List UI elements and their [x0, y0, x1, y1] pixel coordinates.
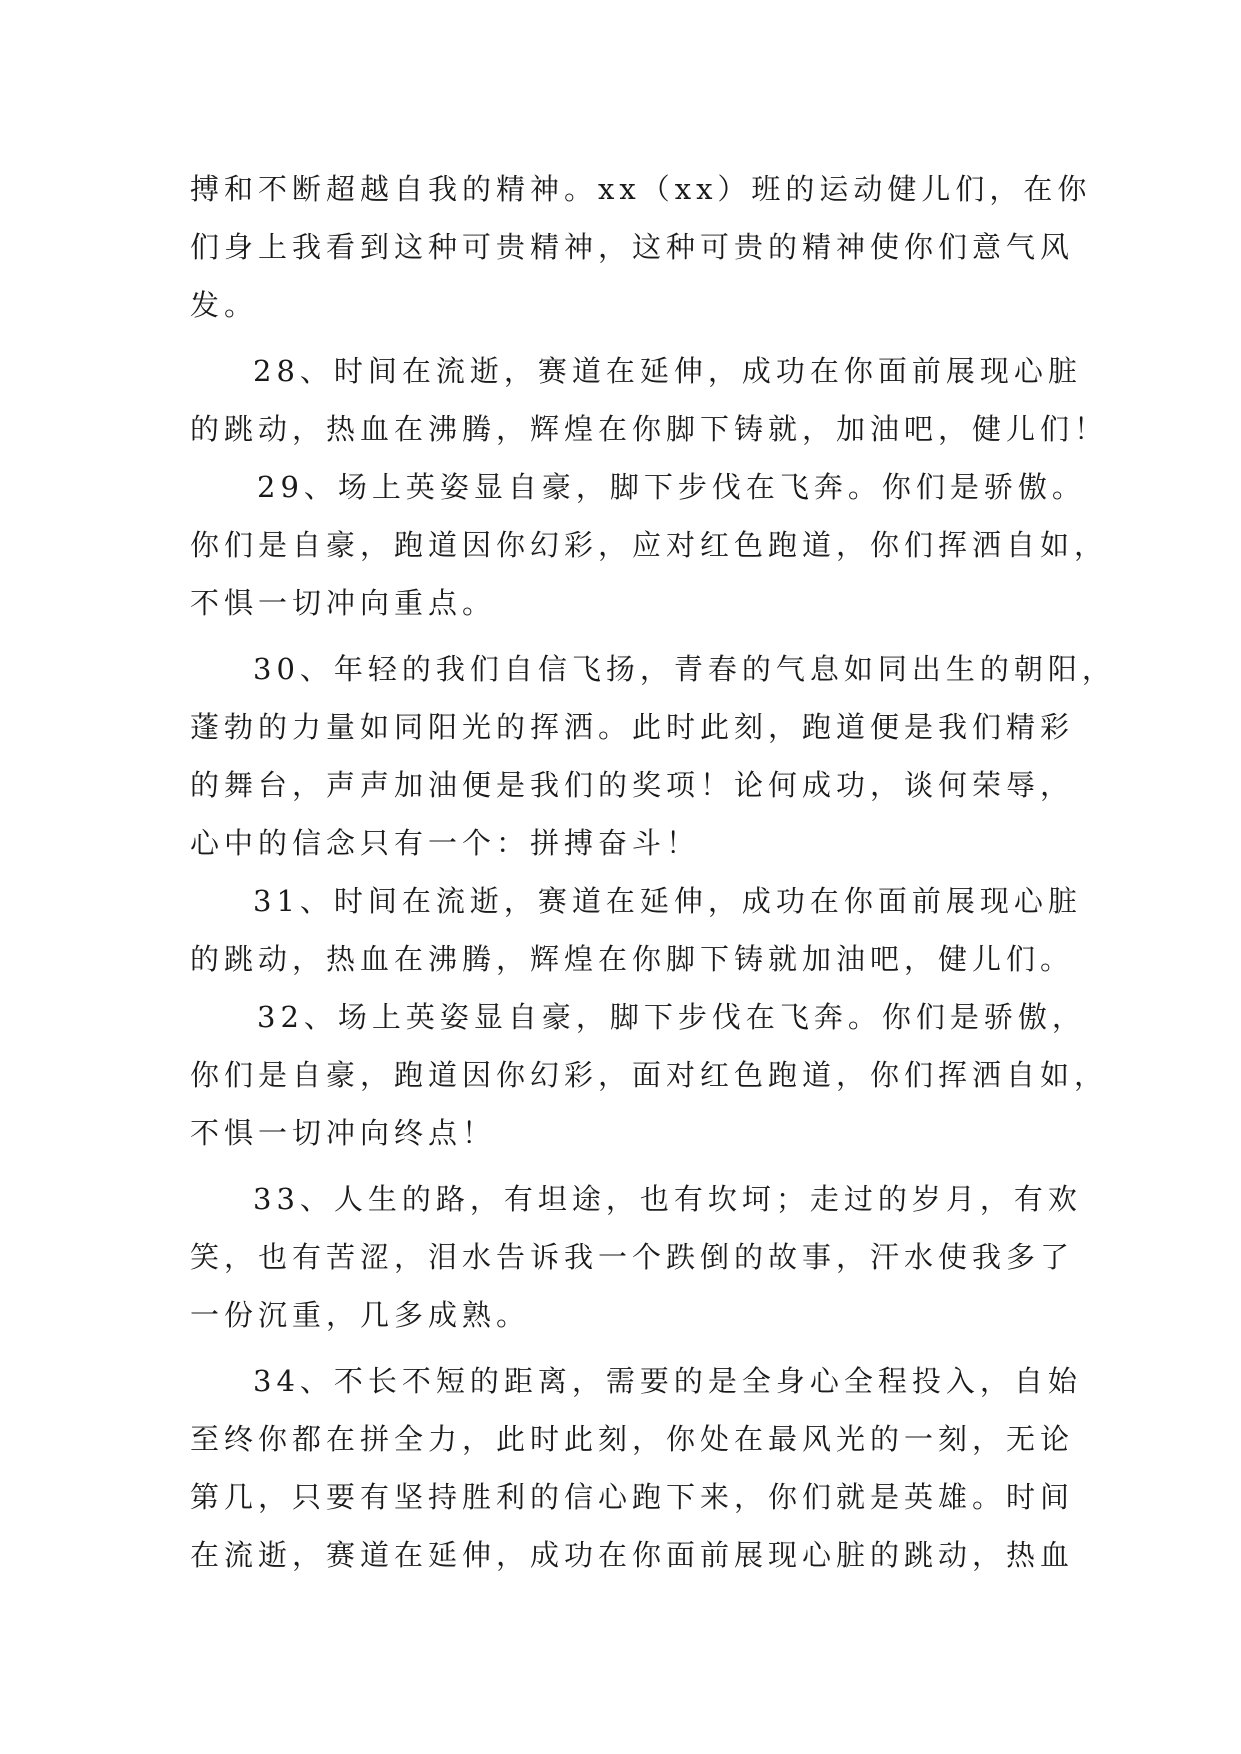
text-line: 的舞台，声声加油便是我们的奖项！论何成功，谈何荣辱， — [190, 768, 1075, 802]
text-line: 第几，只要有坚持胜利的信心跑下来，你们就是英雄。时间 — [190, 1480, 1075, 1514]
text-line: 的跳动，热血在沸腾，辉煌在你脚下铸就，加油吧，健儿们！ — [190, 412, 1109, 446]
paragraph-28-line: 28、时间在流逝，赛道在延伸，成功在你面前展现心脏 — [253, 354, 1082, 388]
text-line: 蓬勃的力量如同阳光的挥洒。此时此刻，跑道便是我们精彩 — [190, 710, 1075, 744]
text-line: 的跳动，热血在沸腾，辉煌在你脚下铸就加油吧，健儿们。 — [190, 942, 1075, 976]
text-line: 你们是自豪，跑道因你幻彩，面对红色跑道，你们挥洒自如， — [190, 1058, 1109, 1092]
document-body — [190, 160, 1116, 1584]
paragraph-30-line: 30、年轻的我们自信飞扬，青春的气息如同出生的朝阳， — [253, 652, 1116, 686]
text-line: 们身上我看到这种可贵精神，这种可贵的精神使你们意气风 — [190, 230, 1075, 264]
paragraph-31-line: 31、时间在流逝，赛道在延伸，成功在你面前展现心脏 — [253, 884, 1082, 918]
text-line: 你们是自豪，跑道因你幻彩，应对红色跑道，你们挥洒自如， — [190, 528, 1109, 562]
paragraph-29-line: 29、场上英姿显自豪，脚下步伐在飞奔。你们是骄傲。 — [257, 470, 1086, 504]
paragraph-33-line: 33、人生的路，有坦途，也有坎坷；走过的岁月，有欢 — [253, 1182, 1082, 1216]
text-line: 在流逝，赛道在延伸，成功在你面前展现心脏的跳动，热血 — [190, 1538, 1075, 1572]
paragraph-32-line: 32、场上英姿显自豪，脚下步伐在飞奔。你们是骄傲， — [257, 1000, 1086, 1034]
text-line: 一份沉重，几多成熟。 — [190, 1298, 531, 1332]
paragraph-34-line: 34、不长不短的距离，需要的是全身心全程投入，自始 — [253, 1364, 1082, 1398]
text-line: 不惧一切冲向终点！ — [190, 1116, 497, 1150]
text-line: 笑，也有苦涩，泪水告诉我一个跌倒的故事，汗水使我多了 — [190, 1240, 1075, 1274]
text-line: 至终你都在拼全力，此时此刻，你处在最风光的一刻，无论 — [190, 1422, 1075, 1456]
text-line: 心中的信念只有一个：拼搏奋斗！ — [190, 826, 701, 860]
text-line: 不惧一切冲向重点。 — [190, 586, 497, 620]
text-line: 搏和不断超越自我的精神。xx（xx）班的运动健儿们，在你 — [190, 172, 1092, 206]
text-line: 发。 — [190, 288, 259, 322]
